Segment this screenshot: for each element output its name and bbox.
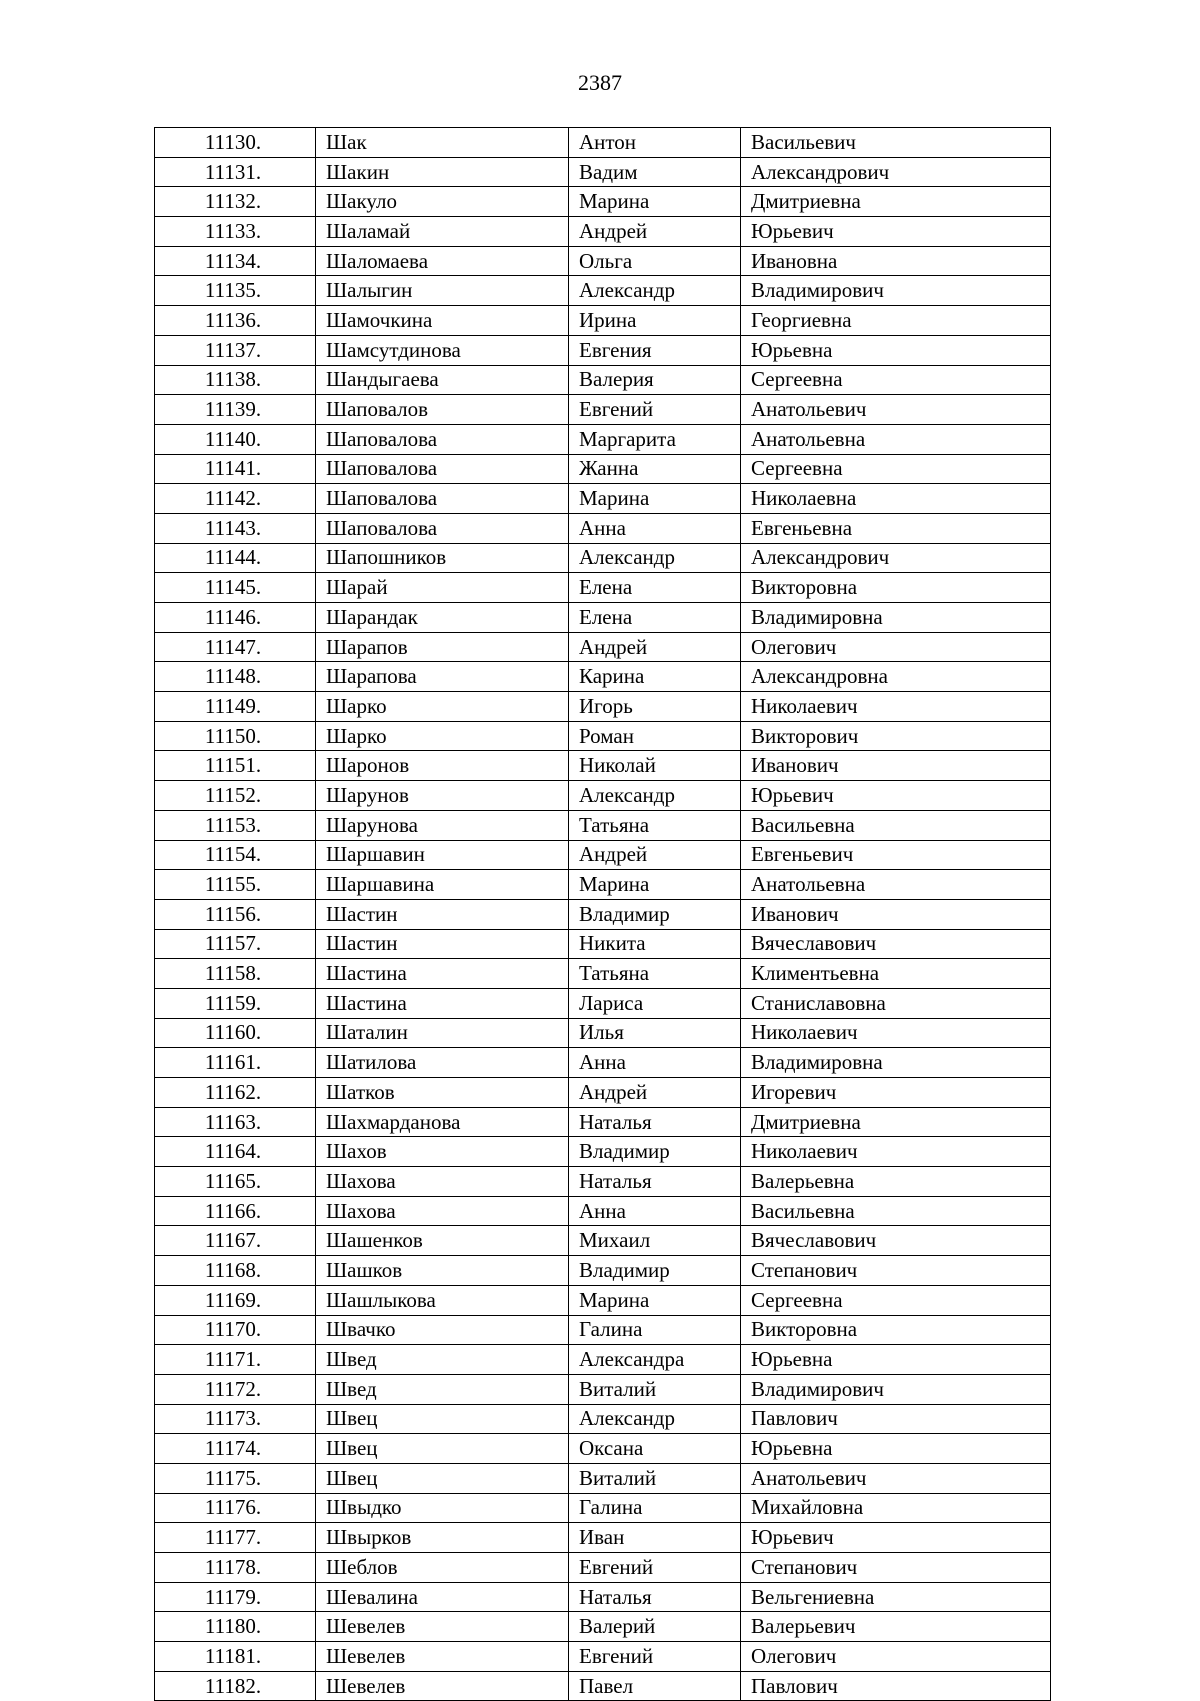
table-row (155, 1671, 1051, 1701)
cell-first-name: Наталья (569, 1107, 741, 1137)
cell-surname: Швец (316, 1434, 569, 1464)
table-row (155, 1018, 1051, 1048)
cell-patronymic: Юрьевна (741, 335, 1051, 365)
cell-patronymic: Анатольевна (741, 424, 1051, 454)
cell-surname: Шашенков (316, 1226, 569, 1256)
cell-patronymic: Юрьевич (741, 1523, 1051, 1553)
cell-patronymic: Станиславовна (741, 988, 1051, 1018)
cell-patronymic: Владимирович (741, 1374, 1051, 1404)
table-row (155, 751, 1051, 781)
cell-surname: Швед (316, 1345, 569, 1375)
cell-first-name: Игорь (569, 692, 741, 722)
cell-surname: Шастин (316, 929, 569, 959)
table-row (155, 128, 1051, 158)
table-row (155, 1374, 1051, 1404)
cell-number: 11162. (155, 1078, 316, 1108)
cell-first-name: Татьяна (569, 959, 741, 989)
table-row (155, 662, 1051, 692)
cell-patronymic: Олегович (741, 1642, 1051, 1672)
cell-patronymic: Владимирович (741, 276, 1051, 306)
cell-patronymic: Иванович (741, 899, 1051, 929)
cell-first-name: Марина (569, 1285, 741, 1315)
cell-first-name: Оксана (569, 1434, 741, 1464)
table-row (155, 543, 1051, 573)
cell-first-name: Елена (569, 603, 741, 633)
table-row (155, 276, 1051, 306)
cell-patronymic: Николаевич (741, 692, 1051, 722)
cell-patronymic: Александрович (741, 543, 1051, 573)
cell-surname: Швачко (316, 1315, 569, 1345)
cell-surname: Шевелев (316, 1642, 569, 1672)
cell-number: 11151. (155, 751, 316, 781)
cell-patronymic: Юрьевич (741, 217, 1051, 247)
cell-number: 11170. (155, 1315, 316, 1345)
table-row (155, 1493, 1051, 1523)
table-row (155, 1523, 1051, 1553)
cell-surname: Шарунова (316, 810, 569, 840)
cell-patronymic: Евгеньевна (741, 513, 1051, 543)
cell-patronymic: Вячеславович (741, 929, 1051, 959)
table-row (155, 1463, 1051, 1493)
table-row (155, 1107, 1051, 1137)
cell-surname: Шарай (316, 573, 569, 603)
cell-first-name: Владимир (569, 1256, 741, 1286)
cell-first-name: Анна (569, 1196, 741, 1226)
cell-surname: Шашков (316, 1256, 569, 1286)
cell-patronymic: Анатольевич (741, 395, 1051, 425)
cell-surname: Шалыгин (316, 276, 569, 306)
cell-surname: Шарапов (316, 632, 569, 662)
cell-surname: Шарунов (316, 781, 569, 811)
cell-patronymic: Сергеевна (741, 454, 1051, 484)
cell-patronymic: Игоревич (741, 1078, 1051, 1108)
cell-surname: Шакин (316, 157, 569, 187)
cell-patronymic: Александровна (741, 662, 1051, 692)
cell-surname: Шастин (316, 899, 569, 929)
cell-first-name: Наталья (569, 1582, 741, 1612)
table-row (155, 1582, 1051, 1612)
cell-first-name: Наталья (569, 1167, 741, 1197)
cell-surname: Шаронов (316, 751, 569, 781)
cell-surname: Шаломаева (316, 246, 569, 276)
cell-surname: Швец (316, 1404, 569, 1434)
cell-surname: Швед (316, 1374, 569, 1404)
cell-number: 11166. (155, 1196, 316, 1226)
table-row (155, 1256, 1051, 1286)
cell-first-name: Маргарита (569, 424, 741, 454)
table-row (155, 1404, 1051, 1434)
cell-first-name: Илья (569, 1018, 741, 1048)
cell-number: 11164. (155, 1137, 316, 1167)
cell-surname: Шапошников (316, 543, 569, 573)
cell-number: 11139. (155, 395, 316, 425)
table-row (155, 1612, 1051, 1642)
cell-first-name: Александр (569, 1404, 741, 1434)
cell-number: 11157. (155, 929, 316, 959)
cell-surname: Шахова (316, 1196, 569, 1226)
cell-first-name: Галина (569, 1493, 741, 1523)
table-row (155, 988, 1051, 1018)
cell-first-name: Анна (569, 513, 741, 543)
cell-patronymic: Валерьевич (741, 1612, 1051, 1642)
cell-patronymic: Вельгениевна (741, 1582, 1051, 1612)
table-row (155, 335, 1051, 365)
cell-patronymic: Александрович (741, 157, 1051, 187)
table-row (155, 1345, 1051, 1375)
cell-first-name: Ирина (569, 306, 741, 336)
cell-number: 11160. (155, 1018, 316, 1048)
cell-patronymic: Николаевна (741, 484, 1051, 514)
cell-patronymic: Дмитриевна (741, 1107, 1051, 1137)
table-row (155, 187, 1051, 217)
cell-surname: Шахова (316, 1167, 569, 1197)
cell-surname: Шахов (316, 1137, 569, 1167)
cell-number: 11153. (155, 810, 316, 840)
table-row (155, 1078, 1051, 1108)
cell-number: 11161. (155, 1048, 316, 1078)
cell-first-name: Андрей (569, 217, 741, 247)
cell-first-name: Александр (569, 543, 741, 573)
cell-patronymic: Николаевич (741, 1137, 1051, 1167)
cell-first-name: Николай (569, 751, 741, 781)
cell-patronymic: Юрьевна (741, 1434, 1051, 1464)
cell-first-name: Роман (569, 721, 741, 751)
cell-patronymic: Юрьевич (741, 781, 1051, 811)
cell-surname: Шастина (316, 988, 569, 1018)
table-row (155, 1642, 1051, 1672)
cell-first-name: Елена (569, 573, 741, 603)
cell-number: 11179. (155, 1582, 316, 1612)
cell-first-name: Иван (569, 1523, 741, 1553)
cell-patronymic: Павлович (741, 1671, 1051, 1701)
cell-first-name: Павел (569, 1671, 741, 1701)
cell-surname: Шаповалова (316, 484, 569, 514)
cell-number: 11181. (155, 1642, 316, 1672)
table-row (155, 1315, 1051, 1345)
cell-patronymic: Владимировна (741, 603, 1051, 633)
cell-first-name: Евгений (569, 395, 741, 425)
cell-number: 11159. (155, 988, 316, 1018)
cell-patronymic: Георгиевна (741, 306, 1051, 336)
cell-first-name: Анна (569, 1048, 741, 1078)
cell-patronymic: Владимировна (741, 1048, 1051, 1078)
cell-surname: Швыдко (316, 1493, 569, 1523)
cell-patronymic: Васильевна (741, 1196, 1051, 1226)
table-row (155, 929, 1051, 959)
cell-patronymic: Анатольевич (741, 1463, 1051, 1493)
cell-number: 11134. (155, 246, 316, 276)
cell-number: 11163. (155, 1107, 316, 1137)
cell-number: 11182. (155, 1671, 316, 1701)
cell-number: 11130. (155, 128, 316, 158)
cell-number: 11176. (155, 1493, 316, 1523)
cell-number: 11180. (155, 1612, 316, 1642)
cell-patronymic: Анатольевна (741, 870, 1051, 900)
table-row (155, 810, 1051, 840)
cell-patronymic: Ивановна (741, 246, 1051, 276)
cell-number: 11144. (155, 543, 316, 573)
cell-first-name: Александр (569, 781, 741, 811)
cell-patronymic: Викторовна (741, 573, 1051, 603)
cell-number: 11138. (155, 365, 316, 395)
table-row (155, 1434, 1051, 1464)
cell-patronymic: Викторовна (741, 1315, 1051, 1345)
cell-surname: Шаршавин (316, 840, 569, 870)
cell-number: 11145. (155, 573, 316, 603)
cell-patronymic: Дмитриевна (741, 187, 1051, 217)
cell-first-name: Карина (569, 662, 741, 692)
cell-number: 11175. (155, 1463, 316, 1493)
cell-number: 11150. (155, 721, 316, 751)
cell-number: 11135. (155, 276, 316, 306)
cell-number: 11136. (155, 306, 316, 336)
cell-first-name: Андрей (569, 840, 741, 870)
table-row (155, 365, 1051, 395)
cell-patronymic: Павлович (741, 1404, 1051, 1434)
cell-number: 11148. (155, 662, 316, 692)
cell-first-name: Марина (569, 187, 741, 217)
cell-first-name: Антон (569, 128, 741, 158)
cell-surname: Шаповалов (316, 395, 569, 425)
cell-first-name: Никита (569, 929, 741, 959)
table-row (155, 1048, 1051, 1078)
cell-surname: Швец (316, 1463, 569, 1493)
cell-first-name: Андрей (569, 632, 741, 662)
table-row (155, 603, 1051, 633)
cell-first-name: Жанна (569, 454, 741, 484)
cell-first-name: Евгения (569, 335, 741, 365)
cell-surname: Шатков (316, 1078, 569, 1108)
cell-patronymic: Сергеевна (741, 1285, 1051, 1315)
cell-first-name: Александр (569, 276, 741, 306)
cell-surname: Шаповалова (316, 513, 569, 543)
cell-patronymic: Васильевич (741, 128, 1051, 158)
cell-number: 11140. (155, 424, 316, 454)
table-row (155, 306, 1051, 336)
cell-first-name: Виталий (569, 1463, 741, 1493)
table-row (155, 1137, 1051, 1167)
cell-number: 11133. (155, 217, 316, 247)
cell-surname: Шаламай (316, 217, 569, 247)
cell-patronymic: Николаевич (741, 1018, 1051, 1048)
cell-number: 11146. (155, 603, 316, 633)
cell-surname: Шевелев (316, 1671, 569, 1701)
table-row (155, 959, 1051, 989)
cell-patronymic: Сергеевна (741, 365, 1051, 395)
cell-number: 11142. (155, 484, 316, 514)
cell-surname: Шевалина (316, 1582, 569, 1612)
cell-first-name: Ольга (569, 246, 741, 276)
cell-first-name: Александра (569, 1345, 741, 1375)
page-number: 2387 (578, 70, 622, 95)
cell-surname: Шамсутдинова (316, 335, 569, 365)
cell-first-name: Виталий (569, 1374, 741, 1404)
cell-first-name: Марина (569, 484, 741, 514)
cell-number: 11172. (155, 1374, 316, 1404)
cell-surname: Шаталин (316, 1018, 569, 1048)
cell-first-name: Вадим (569, 157, 741, 187)
cell-number: 11177. (155, 1523, 316, 1553)
cell-surname: Шак (316, 128, 569, 158)
cell-surname: Шарко (316, 721, 569, 751)
table-row (155, 840, 1051, 870)
cell-patronymic: Васильевна (741, 810, 1051, 840)
cell-patronymic: Степанович (741, 1256, 1051, 1286)
cell-first-name: Андрей (569, 1078, 741, 1108)
cell-surname: Шастина (316, 959, 569, 989)
cell-surname: Шаршавина (316, 870, 569, 900)
cell-patronymic: Иванович (741, 751, 1051, 781)
cell-first-name: Марина (569, 870, 741, 900)
cell-number: 11171. (155, 1345, 316, 1375)
cell-first-name: Владимир (569, 1137, 741, 1167)
table-row (155, 899, 1051, 929)
cell-first-name: Лариса (569, 988, 741, 1018)
cell-number: 11147. (155, 632, 316, 662)
cell-first-name: Валерия (569, 365, 741, 395)
table-row (155, 395, 1051, 425)
cell-number: 11137. (155, 335, 316, 365)
cell-number: 11173. (155, 1404, 316, 1434)
table-row (155, 513, 1051, 543)
cell-surname: Шевелев (316, 1612, 569, 1642)
table-row (155, 1226, 1051, 1256)
cell-number: 11178. (155, 1553, 316, 1583)
cell-surname: Шеблов (316, 1553, 569, 1583)
cell-surname: Швырков (316, 1523, 569, 1553)
cell-surname: Шатилова (316, 1048, 569, 1078)
cell-surname: Шаповалова (316, 454, 569, 484)
cell-number: 11132. (155, 187, 316, 217)
table-row (155, 246, 1051, 276)
cell-surname: Шамочкина (316, 306, 569, 336)
cell-number: 11131. (155, 157, 316, 187)
cell-first-name: Валерий (569, 1612, 741, 1642)
cell-patronymic: Евгеньевич (741, 840, 1051, 870)
cell-first-name: Евгений (569, 1553, 741, 1583)
cell-surname: Шашлыкова (316, 1285, 569, 1315)
cell-number: 11168. (155, 1256, 316, 1286)
table-row (155, 217, 1051, 247)
table-row (155, 454, 1051, 484)
cell-surname: Шакуло (316, 187, 569, 217)
table-row (155, 870, 1051, 900)
cell-patronymic: Вячеславович (741, 1226, 1051, 1256)
cell-number: 11154. (155, 840, 316, 870)
cell-first-name: Галина (569, 1315, 741, 1345)
cell-first-name: Михаил (569, 1226, 741, 1256)
cell-number: 11143. (155, 513, 316, 543)
cell-patronymic: Олегович (741, 632, 1051, 662)
cell-surname: Шарандак (316, 603, 569, 633)
cell-surname: Шандыгаева (316, 365, 569, 395)
table-row (155, 1285, 1051, 1315)
cell-patronymic: Степанович (741, 1553, 1051, 1583)
cell-surname: Шаповалова (316, 424, 569, 454)
table-row (155, 573, 1051, 603)
cell-number: 11167. (155, 1226, 316, 1256)
cell-first-name: Владимир (569, 899, 741, 929)
cell-number: 11174. (155, 1434, 316, 1464)
cell-number: 11158. (155, 959, 316, 989)
cell-number: 11141. (155, 454, 316, 484)
table-row (155, 632, 1051, 662)
table-row (155, 157, 1051, 187)
cell-patronymic: Михайловна (741, 1493, 1051, 1523)
cell-number: 11169. (155, 1285, 316, 1315)
cell-first-name: Татьяна (569, 810, 741, 840)
cell-number: 11156. (155, 899, 316, 929)
cell-number: 11165. (155, 1167, 316, 1197)
cell-number: 11149. (155, 692, 316, 722)
table-row (155, 484, 1051, 514)
table-row (155, 692, 1051, 722)
cell-patronymic: Юрьевна (741, 1345, 1051, 1375)
roster-body (155, 128, 1051, 1701)
table-row (155, 781, 1051, 811)
cell-patronymic: Климентьевна (741, 959, 1051, 989)
table-row (155, 1196, 1051, 1226)
cell-patronymic: Валерьевна (741, 1167, 1051, 1197)
cell-number: 11152. (155, 781, 316, 811)
table-row (155, 721, 1051, 751)
cell-patronymic: Викторович (741, 721, 1051, 751)
table-row (155, 1553, 1051, 1583)
table-row (155, 424, 1051, 454)
cell-surname: Шахмарданова (316, 1107, 569, 1137)
cell-surname: Шарко (316, 692, 569, 722)
roster-table (154, 127, 1051, 1701)
table-row (155, 1167, 1051, 1197)
cell-number: 11155. (155, 870, 316, 900)
cell-first-name: Евгений (569, 1642, 741, 1672)
cell-surname: Шарапова (316, 662, 569, 692)
